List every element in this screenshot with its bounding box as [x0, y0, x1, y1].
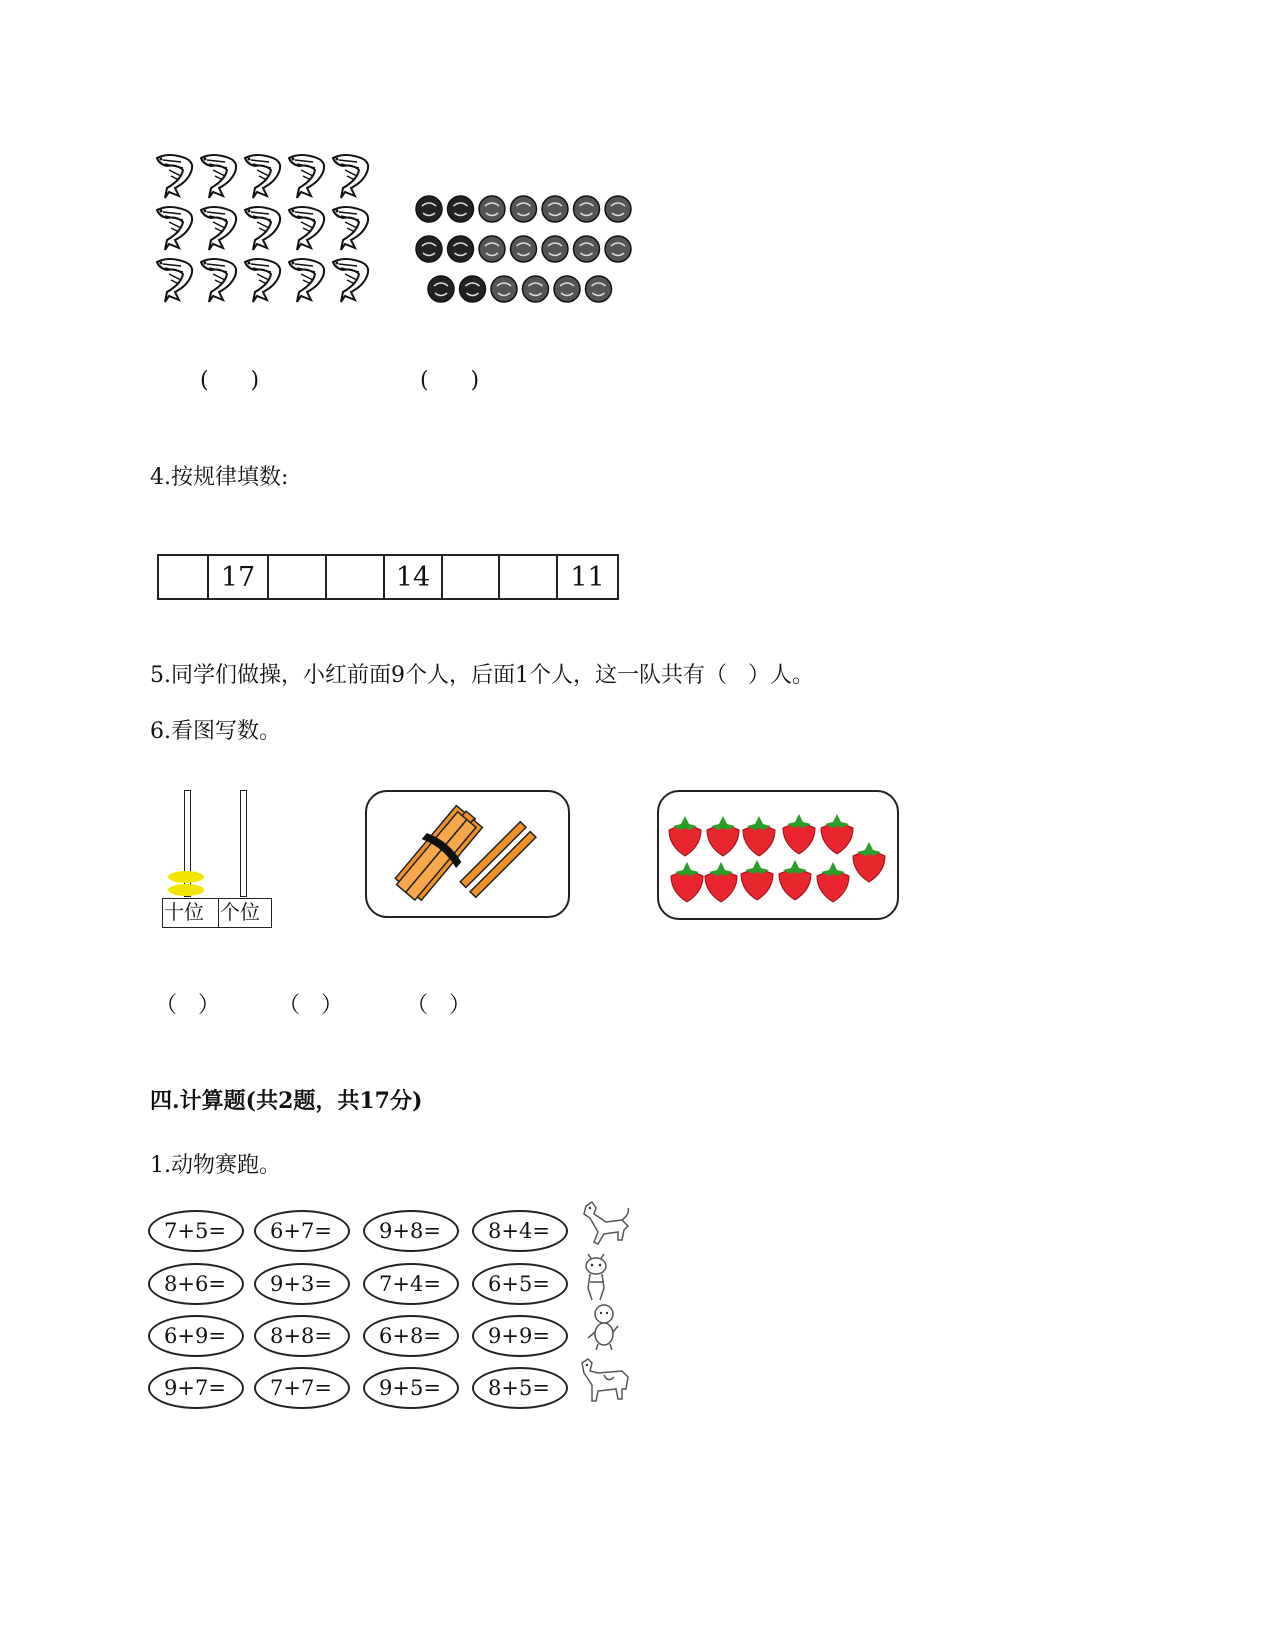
fish-icon: [201, 155, 236, 198]
abacus-ones-label: 个位: [220, 900, 260, 924]
abacus-tens-label: 十位: [163, 899, 219, 927]
q6-blank: （ ）: [278, 993, 343, 1018]
sequence-cell: 11: [570, 561, 605, 593]
ball-icon: [542, 236, 568, 262]
equation-oval: 6+5=: [472, 1263, 568, 1305]
ball-icon: [523, 276, 549, 302]
sequence-cell: [443, 556, 500, 598]
fish-icon: [333, 207, 368, 250]
ball-icon: [605, 196, 631, 222]
strawberry-icon: [853, 852, 885, 882]
ball-icon: [511, 236, 537, 262]
fish-icon: [245, 207, 280, 250]
fish-icon: [245, 259, 280, 302]
ball-icon: [448, 196, 474, 222]
strawberry-icon: [783, 824, 815, 854]
ball-icon: [416, 236, 442, 262]
strawberry-picture: [659, 792, 897, 918]
equation-oval: 9+8=: [363, 1210, 459, 1252]
sequence-cell: 17: [209, 556, 269, 598]
bundle-sticks-picture: [367, 792, 568, 916]
fish-icon: [201, 207, 236, 250]
equation-oval: 6+8=: [363, 1315, 459, 1357]
ball-icon: [448, 236, 474, 262]
ball-icon: [428, 276, 454, 302]
sequence-cell: [500, 556, 558, 598]
fish-icon: [333, 155, 368, 198]
sequence-cell: [159, 556, 209, 598]
sequence-cell: [269, 556, 327, 598]
abacus-bead: [168, 884, 204, 896]
equation-oval: 6+7=: [254, 1210, 350, 1252]
q6-question: 6.看图写数。: [150, 719, 281, 744]
ball-icon: [554, 276, 580, 302]
q3-blank-right: ( ): [420, 368, 480, 393]
q5-question: 5.同学们做操，小红前面9个人，后面1个人，这一队共有（ ）人。: [150, 663, 814, 688]
ball-icon: [416, 196, 442, 222]
ball-icon: [574, 196, 600, 222]
equation-oval: 7+7=: [254, 1367, 350, 1409]
abacus: [160, 790, 280, 940]
ball-picture-group: [415, 195, 655, 310]
fish-icon: [333, 259, 368, 302]
ball-icon: [511, 196, 537, 222]
ball-icon: [542, 196, 568, 222]
ball-icon: [605, 236, 631, 262]
strawberry-icon: [705, 872, 737, 902]
ball-icon: [491, 276, 517, 302]
sequence-cell: [327, 556, 385, 598]
sticks-panel: [365, 790, 570, 918]
fish-icon: [157, 259, 192, 302]
equation-oval: 9+7=: [148, 1367, 244, 1409]
strawberry-icon: [821, 824, 853, 854]
strawberry-icon: [743, 826, 775, 856]
ball-icon: [574, 236, 600, 262]
abacus-rod-ones: [240, 790, 247, 897]
ball-icon: [460, 276, 486, 302]
abacus-bead: [168, 871, 204, 883]
c1-question: 1.动物赛跑。: [150, 1153, 281, 1178]
fish-icon: [157, 207, 192, 250]
equation-grid: [148, 1210, 648, 1425]
sequence-cell: 14: [385, 556, 443, 598]
sequence-table: [157, 554, 619, 600]
fish-icon: [201, 259, 236, 302]
equation-oval: 9+9=: [472, 1315, 568, 1357]
fish-icon-rows: [157, 155, 368, 302]
equation-oval: 8+4=: [472, 1210, 568, 1252]
strawberry-icon: [817, 872, 849, 902]
deer-icon: [578, 1250, 618, 1302]
equation-oval: 6+9=: [148, 1315, 244, 1357]
strawberry-panel: [657, 790, 899, 920]
q4-question: 4.按规律填数:: [150, 465, 289, 490]
strawberry-icon: [671, 872, 703, 902]
cow-icon: [578, 1355, 633, 1405]
fish-icon: [289, 259, 324, 302]
strawberry-icon: [741, 870, 773, 900]
equation-oval: 8+8=: [254, 1315, 350, 1357]
fish-icon: [289, 155, 324, 198]
strawberry-icon: [707, 826, 739, 856]
abacus-base: [162, 898, 272, 928]
fish-icon: [289, 207, 324, 250]
strawberry-icon: [779, 870, 811, 900]
section-heading: 四.计算题(共2题，共17分): [150, 1088, 423, 1114]
horse-icon: [578, 1200, 633, 1250]
fish-picture-group: [155, 152, 380, 312]
q6-blank: （ ）: [406, 993, 471, 1018]
q6-blank: （ ）: [155, 993, 220, 1018]
q3-blank-left: ( ): [200, 368, 260, 393]
strawberry-icon: [669, 826, 701, 856]
equation-oval: 7+4=: [363, 1263, 459, 1305]
equation-oval: 7+5=: [148, 1210, 244, 1252]
equation-oval: 8+5=: [472, 1367, 568, 1409]
ball-icon: [479, 196, 505, 222]
monkey-icon: [584, 1302, 624, 1352]
equation-oval: 9+3=: [254, 1263, 350, 1305]
fish-icon: [157, 155, 192, 198]
fish-icon: [245, 155, 280, 198]
equation-oval: 9+5=: [363, 1367, 459, 1409]
ball-icon: [586, 276, 612, 302]
ball-icon: [479, 236, 505, 262]
equation-oval: 8+6=: [148, 1263, 244, 1305]
